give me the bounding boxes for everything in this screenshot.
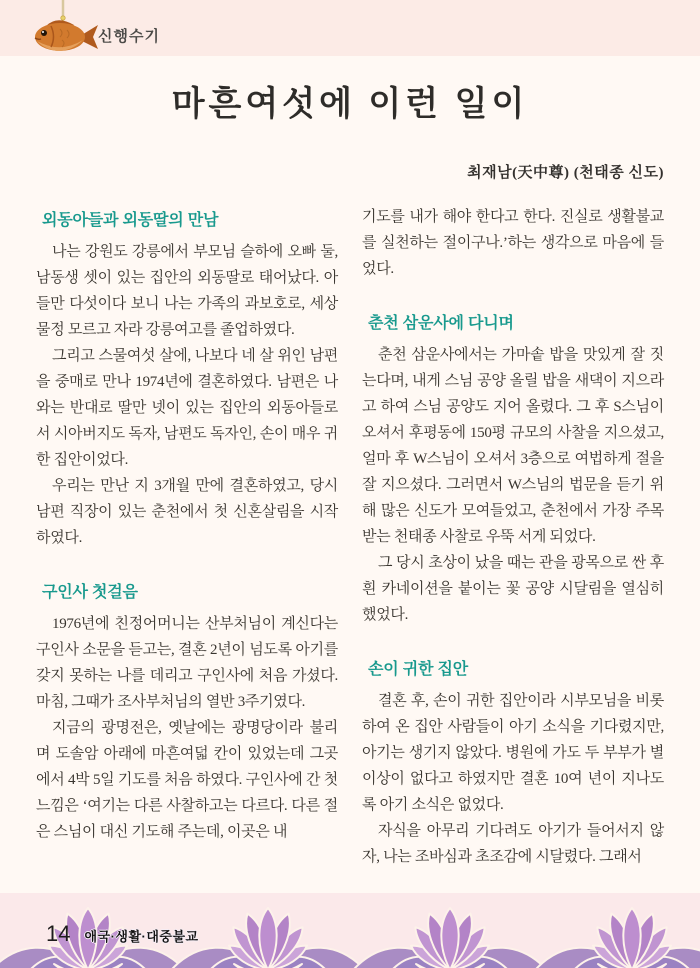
magazine-motto: 애국·생활·대중불교: [84, 929, 199, 944]
fish-on-string-icon: [24, 0, 104, 58]
section-heading: 춘천 삼운사에 다니며: [368, 315, 514, 332]
author-byline: 최재남(天中尊) (천태종 신도): [467, 165, 664, 181]
article-body: [36, 204, 664, 870]
body-paragraph: 그 당시 초상이 났을 때는 관을 광목으로 싼 후 흰 카네이션을 붙이는 꽃 공양 시달림을 열심히 했었다.: [362, 555, 664, 623]
section-heading: 외동아들과 외동딸의 만남: [42, 212, 219, 229]
body-paragraph: 기도를 내가 해야 한다고 한다. 진실로 생활불교를 실천하는 절이구나.’하는 생각으로 마음에 들었다.: [362, 209, 664, 277]
body-paragraph: 결혼 후, 손이 귀한 집안이라 시부모님을 비롯하여 온 집안 사람들이 아기 소식을 기다렸지만, 아기는 생기지 않았다. 병원에 가도 두 부부가 별 이상이 없다고 하였지만 결혼 10여 년이 지나도록 아기 소식은 없었다.: [362, 693, 664, 813]
right-column: [362, 204, 664, 870]
body-paragraph: 나는 강원도 강릉에서 부모님 슬하에 오빠 둘, 남동생 셋이 있는 집안의 외동딸로 태어났다. 아들만 다섯이다 보니 나는 가족의 과보호로, 세상 물정 모르고 자라 강릉여고를 졸업하였다.: [36, 244, 338, 338]
body-paragraph: 춘천 삼운사에서는 가마솥 밥을 맛있게 잘 짓는다며, 내게 스님 공양 올릴 밥을 새댁이 지으라고 하여 스님 공양도 지어 올렸다. 그 후 S스님이 오셔서 후평동에 150평 규모의 사찰을 지으셨고, 얼마 후 W스님이 오셔서 3층으로 여법하게 절을 잘 지으셨다. 그러면서 W스님의 법문을 듣기 위해 많은 신도가 모여들었고, 춘천에서 가장 주목받는 천태종 사찰로 우뚝 서게 되었다.: [362, 347, 664, 545]
body-paragraph: 자식을 아무리 기다려도 아기가 들어서지 않자, 나는 조바심과 초조감에 시달렸다. 그래서: [362, 823, 664, 865]
body-paragraph: 우리는 만난 지 3개월 만에 결혼하였고, 당시 남편 직장이 있는 춘천에서 첫 신혼살림을 시작하였다.: [36, 478, 338, 546]
footer-text: [46, 921, 199, 947]
body-paragraph: 지금의 광명전은, 옛날에는 광명당이라 불리며 도솔암 아래에 마흔여덟 칸이 있었는데 그곳에서 4박 5일 기도를 처음 하였다. 구인사에 간 첫 느낌은 ‘여기는 다른 사찰하고는 다르다. 다른 절은 스님이 대신 기도해 주는데, 이곳은 내: [36, 720, 338, 840]
section-heading: 손이 귀한 집안: [368, 661, 469, 678]
left-column: [36, 204, 338, 870]
article-title: 마흔여섯에 이런 일이: [171, 86, 529, 123]
body-paragraph: 1976년에 친정어머니는 산부처님이 계신다는 구인사 소문을 듣고는, 결혼 2년이 넘도록 아기를 갖지 못하는 나를 데리고 구인사에 처음 가셨다. 마침, 그때가 조사부처님의 열반 3주기였다.: [36, 616, 338, 710]
section-heading: 구인사 첫걸음: [42, 584, 138, 601]
category-label: 신행수기: [98, 28, 160, 45]
body-paragraph: 그리고 스물여섯 살에, 나보다 네 살 위인 남편을 중매로 만나 1974년에 결혼하였다. 남편은 나와는 반대로 딸만 넷이 있는 집안의 외동아들로서 시아버지도 독자, 남편도 독자인, 손이 매우 귀한 집안이었다.: [36, 348, 338, 468]
footer: [0, 893, 700, 968]
page-number: 14: [46, 921, 71, 946]
category-band: [0, 0, 700, 56]
